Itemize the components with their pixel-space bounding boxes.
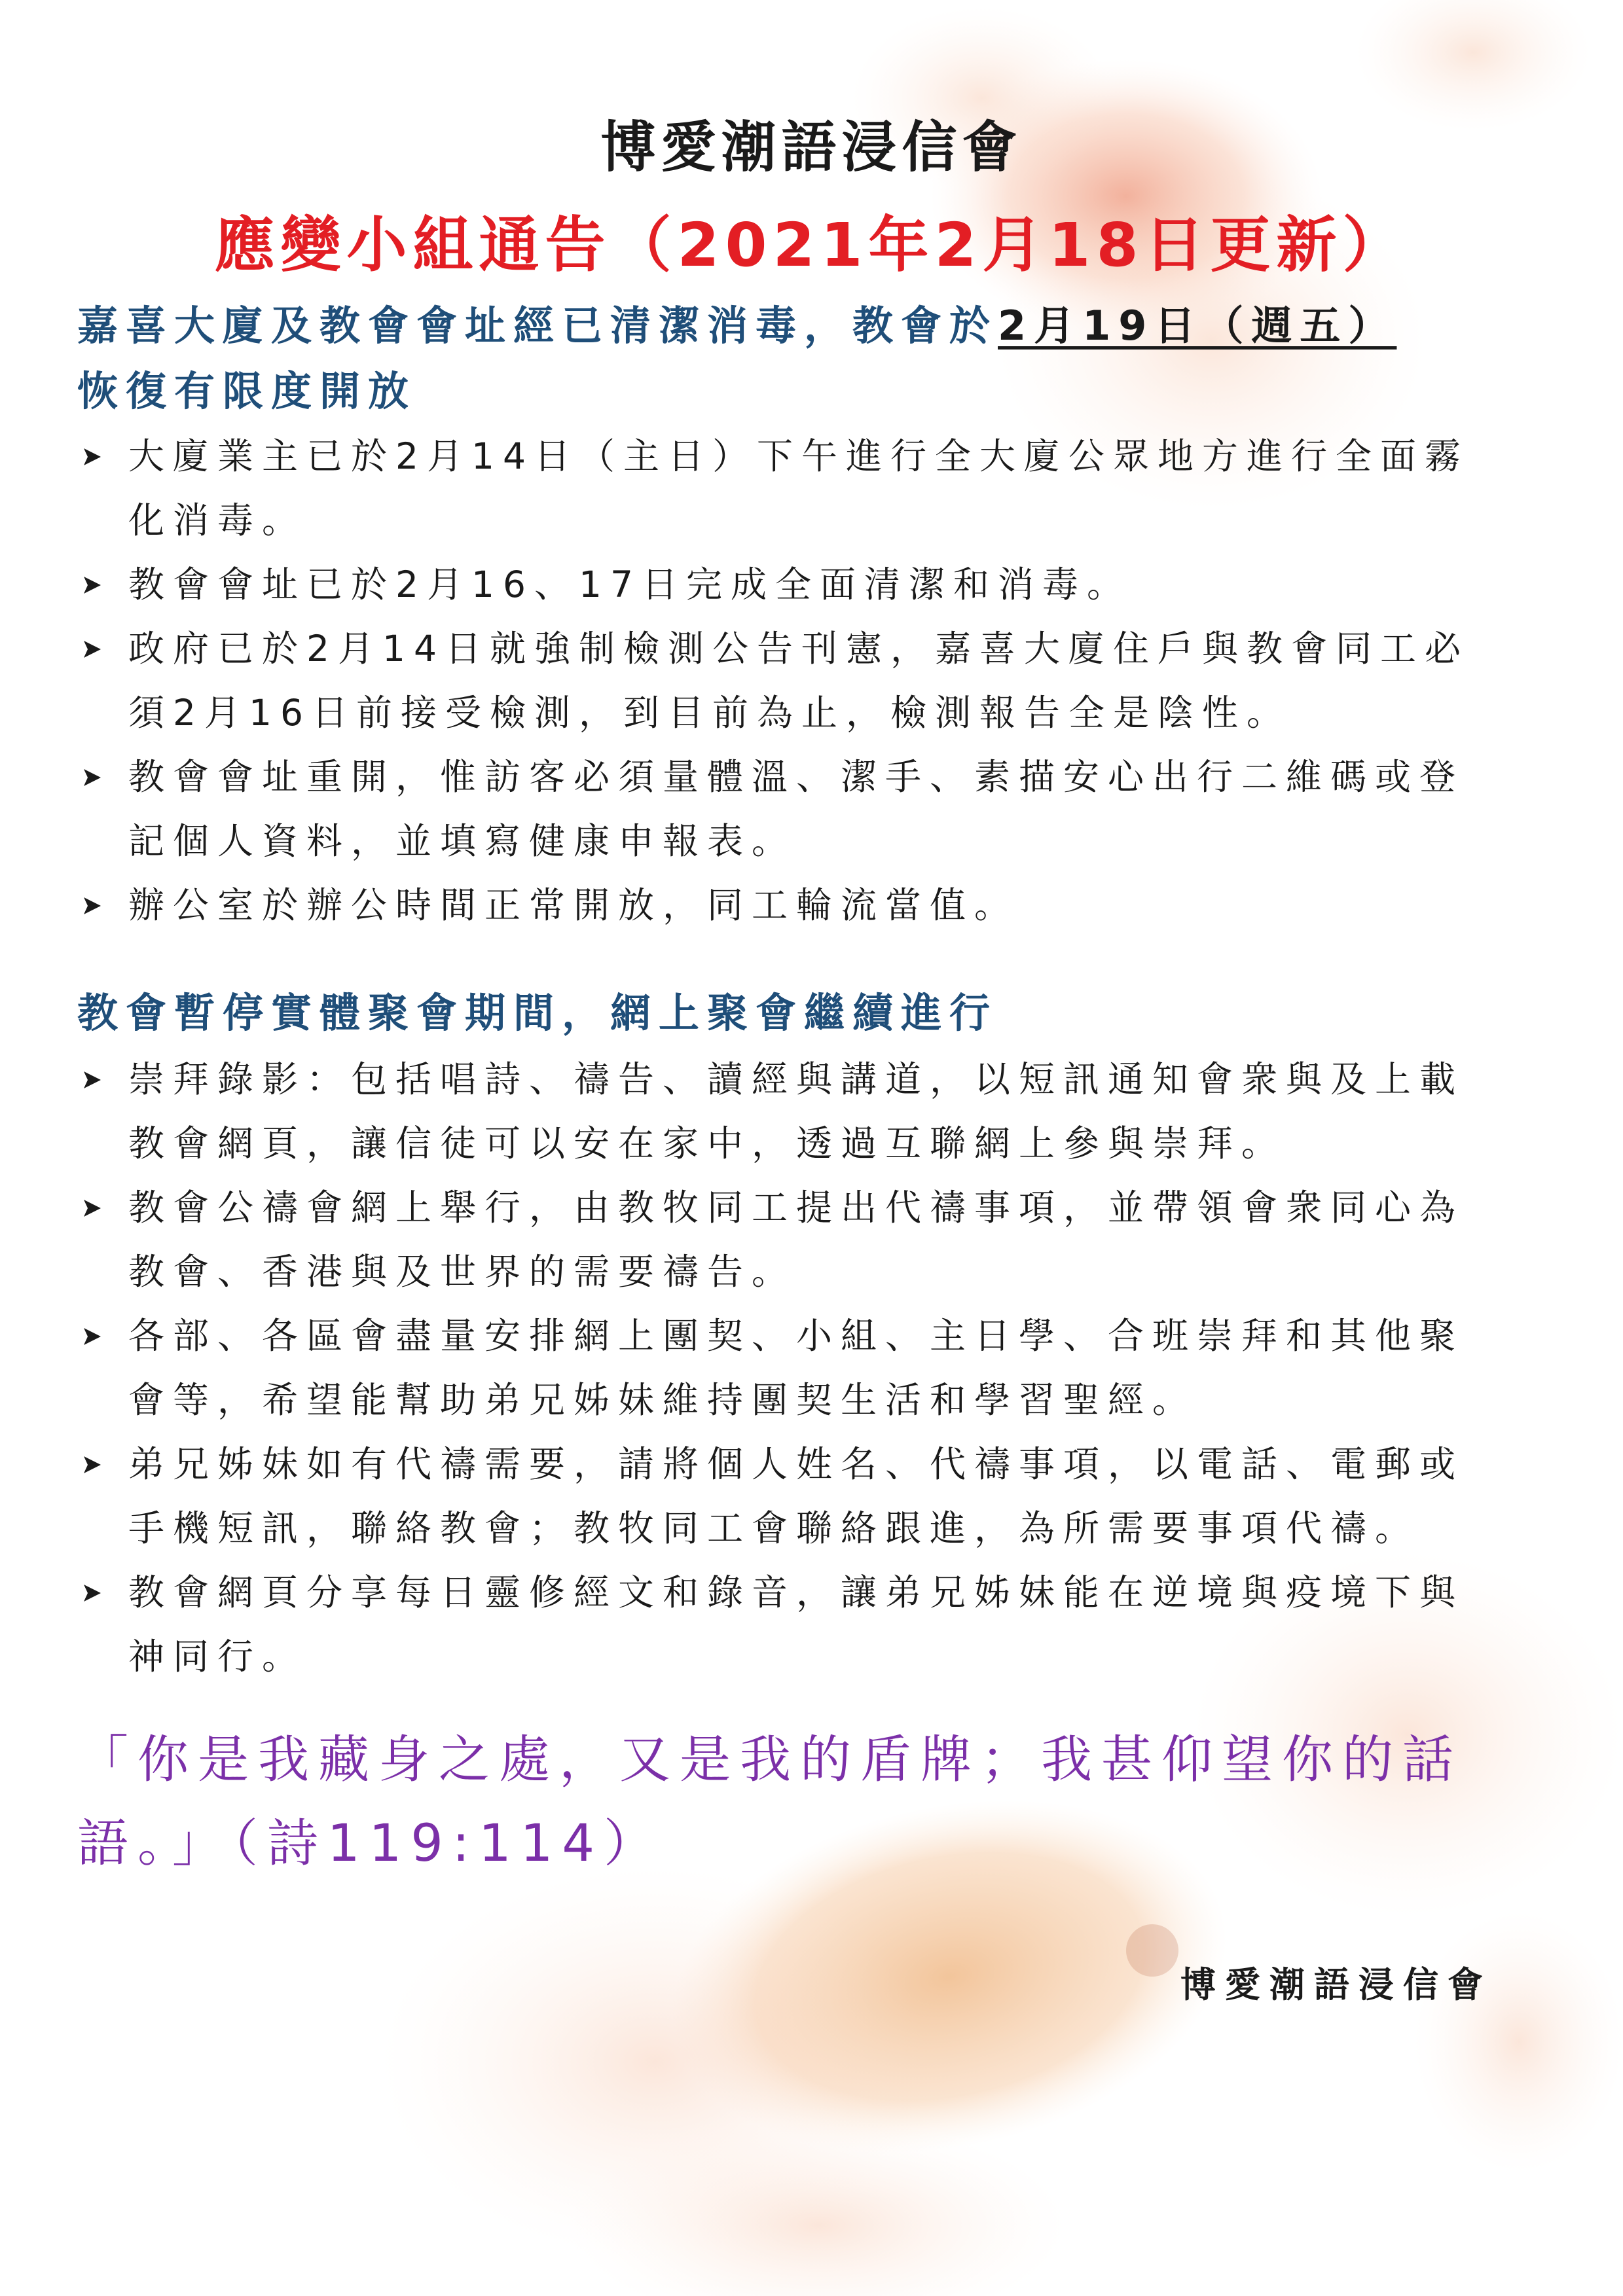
list-item <box>77 1175 1491 1304</box>
section2-heading: 教會暫停實體聚會期間，網上聚會繼續進行 <box>77 989 998 1037</box>
arrow-bullet-icon <box>77 1175 117 1240</box>
list-item-text: 辦公室於辦公時間正常開放，同工輪流當值。 <box>128 884 1019 926</box>
list-item-text: 大廈業主已於2月14日（主日）下午進行全大廈公眾地方進行全面霧化消毒。 <box>128 435 1469 541</box>
arrow-bullet-icon <box>77 552 117 617</box>
list-item <box>77 745 1491 873</box>
list-item-text: 崇拜錄影：包括唱詩、禱告、讀經與講道，以短訊通知會衆與及上載教會網頁，讓信徒可以安在家中，透過互聯網上參與崇拜。 <box>128 1058 1465 1164</box>
arrow-bullet-icon <box>77 873 117 937</box>
list-item <box>77 873 1491 937</box>
list-item-text: 教會網頁分享每日靈修經文和錄音，讓弟兄姊妹能在逆境與疫境下與 神同行。 <box>128 1571 1509 1677</box>
list-item-text: 政府已於2月14日就強制檢測公告刊憲，嘉喜大廈住戶與教會同工必須2月16日前接受檢測，到目前為止，檢測報告全是陰性。 <box>128 628 1469 734</box>
signature: 博愛潮語浸信會 <box>1180 1964 1492 2005</box>
bible-verse: 「你是我藏身之處，又是我的盾牌；我甚仰望你的話語。」（詩119:114） <box>77 1731 1463 1873</box>
arrow-bullet-icon <box>77 424 117 488</box>
list-item <box>77 1560 1509 1689</box>
section1-heading-text-2: 恢復有限度開放 <box>77 367 417 415</box>
notice-title: 應變小組通告（2021年2月18日更新） <box>214 210 1409 280</box>
section1-list <box>77 424 1491 937</box>
arrow-bullet-icon <box>77 1432 117 1496</box>
list-item-text: 教會公禱會網上舉行，由教牧同工提出代禱事項，並帶領會衆同心為教會、香港與及世界的需要禱告。 <box>128 1187 1465 1293</box>
list-item <box>77 552 1491 617</box>
section1-heading-text: 嘉喜大廈及教會會址經已清潔消毒，教會於 <box>77 302 998 350</box>
arrow-bullet-icon <box>77 1560 117 1624</box>
list-item-text: 各部、各區會盡量安排網上團契、小組、主日學、合班崇拜和其他聚會等，希望能幫助弟兄姊妹維持團契生活和學習聖經。 <box>128 1315 1465 1421</box>
list-item-text: 教會會址重開，惟訪客必須量體溫、潔手、素描安心出行二維碼或登記個人資料，並填寫健康申報表。 <box>128 756 1465 862</box>
arrow-bullet-icon <box>77 1047 117 1111</box>
list-item <box>77 1304 1491 1432</box>
arrow-bullet-icon <box>77 1304 117 1368</box>
section1-heading <box>77 293 1518 424</box>
list-item <box>77 1432 1491 1560</box>
section2-list <box>77 1047 1509 1689</box>
arrow-bullet-icon <box>77 745 117 809</box>
list-item-text: 弟兄姊妹如有代禱需要，請將個人姓名、代禱事項，以電話、電郵或手機短訊，聯絡教會；教牧同工會聯絡跟進，為所需要事項代禱。 <box>128 1443 1465 1549</box>
org-title: 博愛潮語浸信會 <box>600 115 1023 179</box>
list-item <box>77 424 1491 552</box>
reopen-date: 2月19日（週五） <box>998 302 1397 350</box>
arrow-bullet-icon <box>77 617 117 681</box>
list-item <box>77 1047 1491 1175</box>
list-item-text: 教會會址已於2月16、17日完成全面清潔和消毒。 <box>128 564 1131 605</box>
list-item <box>77 617 1491 745</box>
